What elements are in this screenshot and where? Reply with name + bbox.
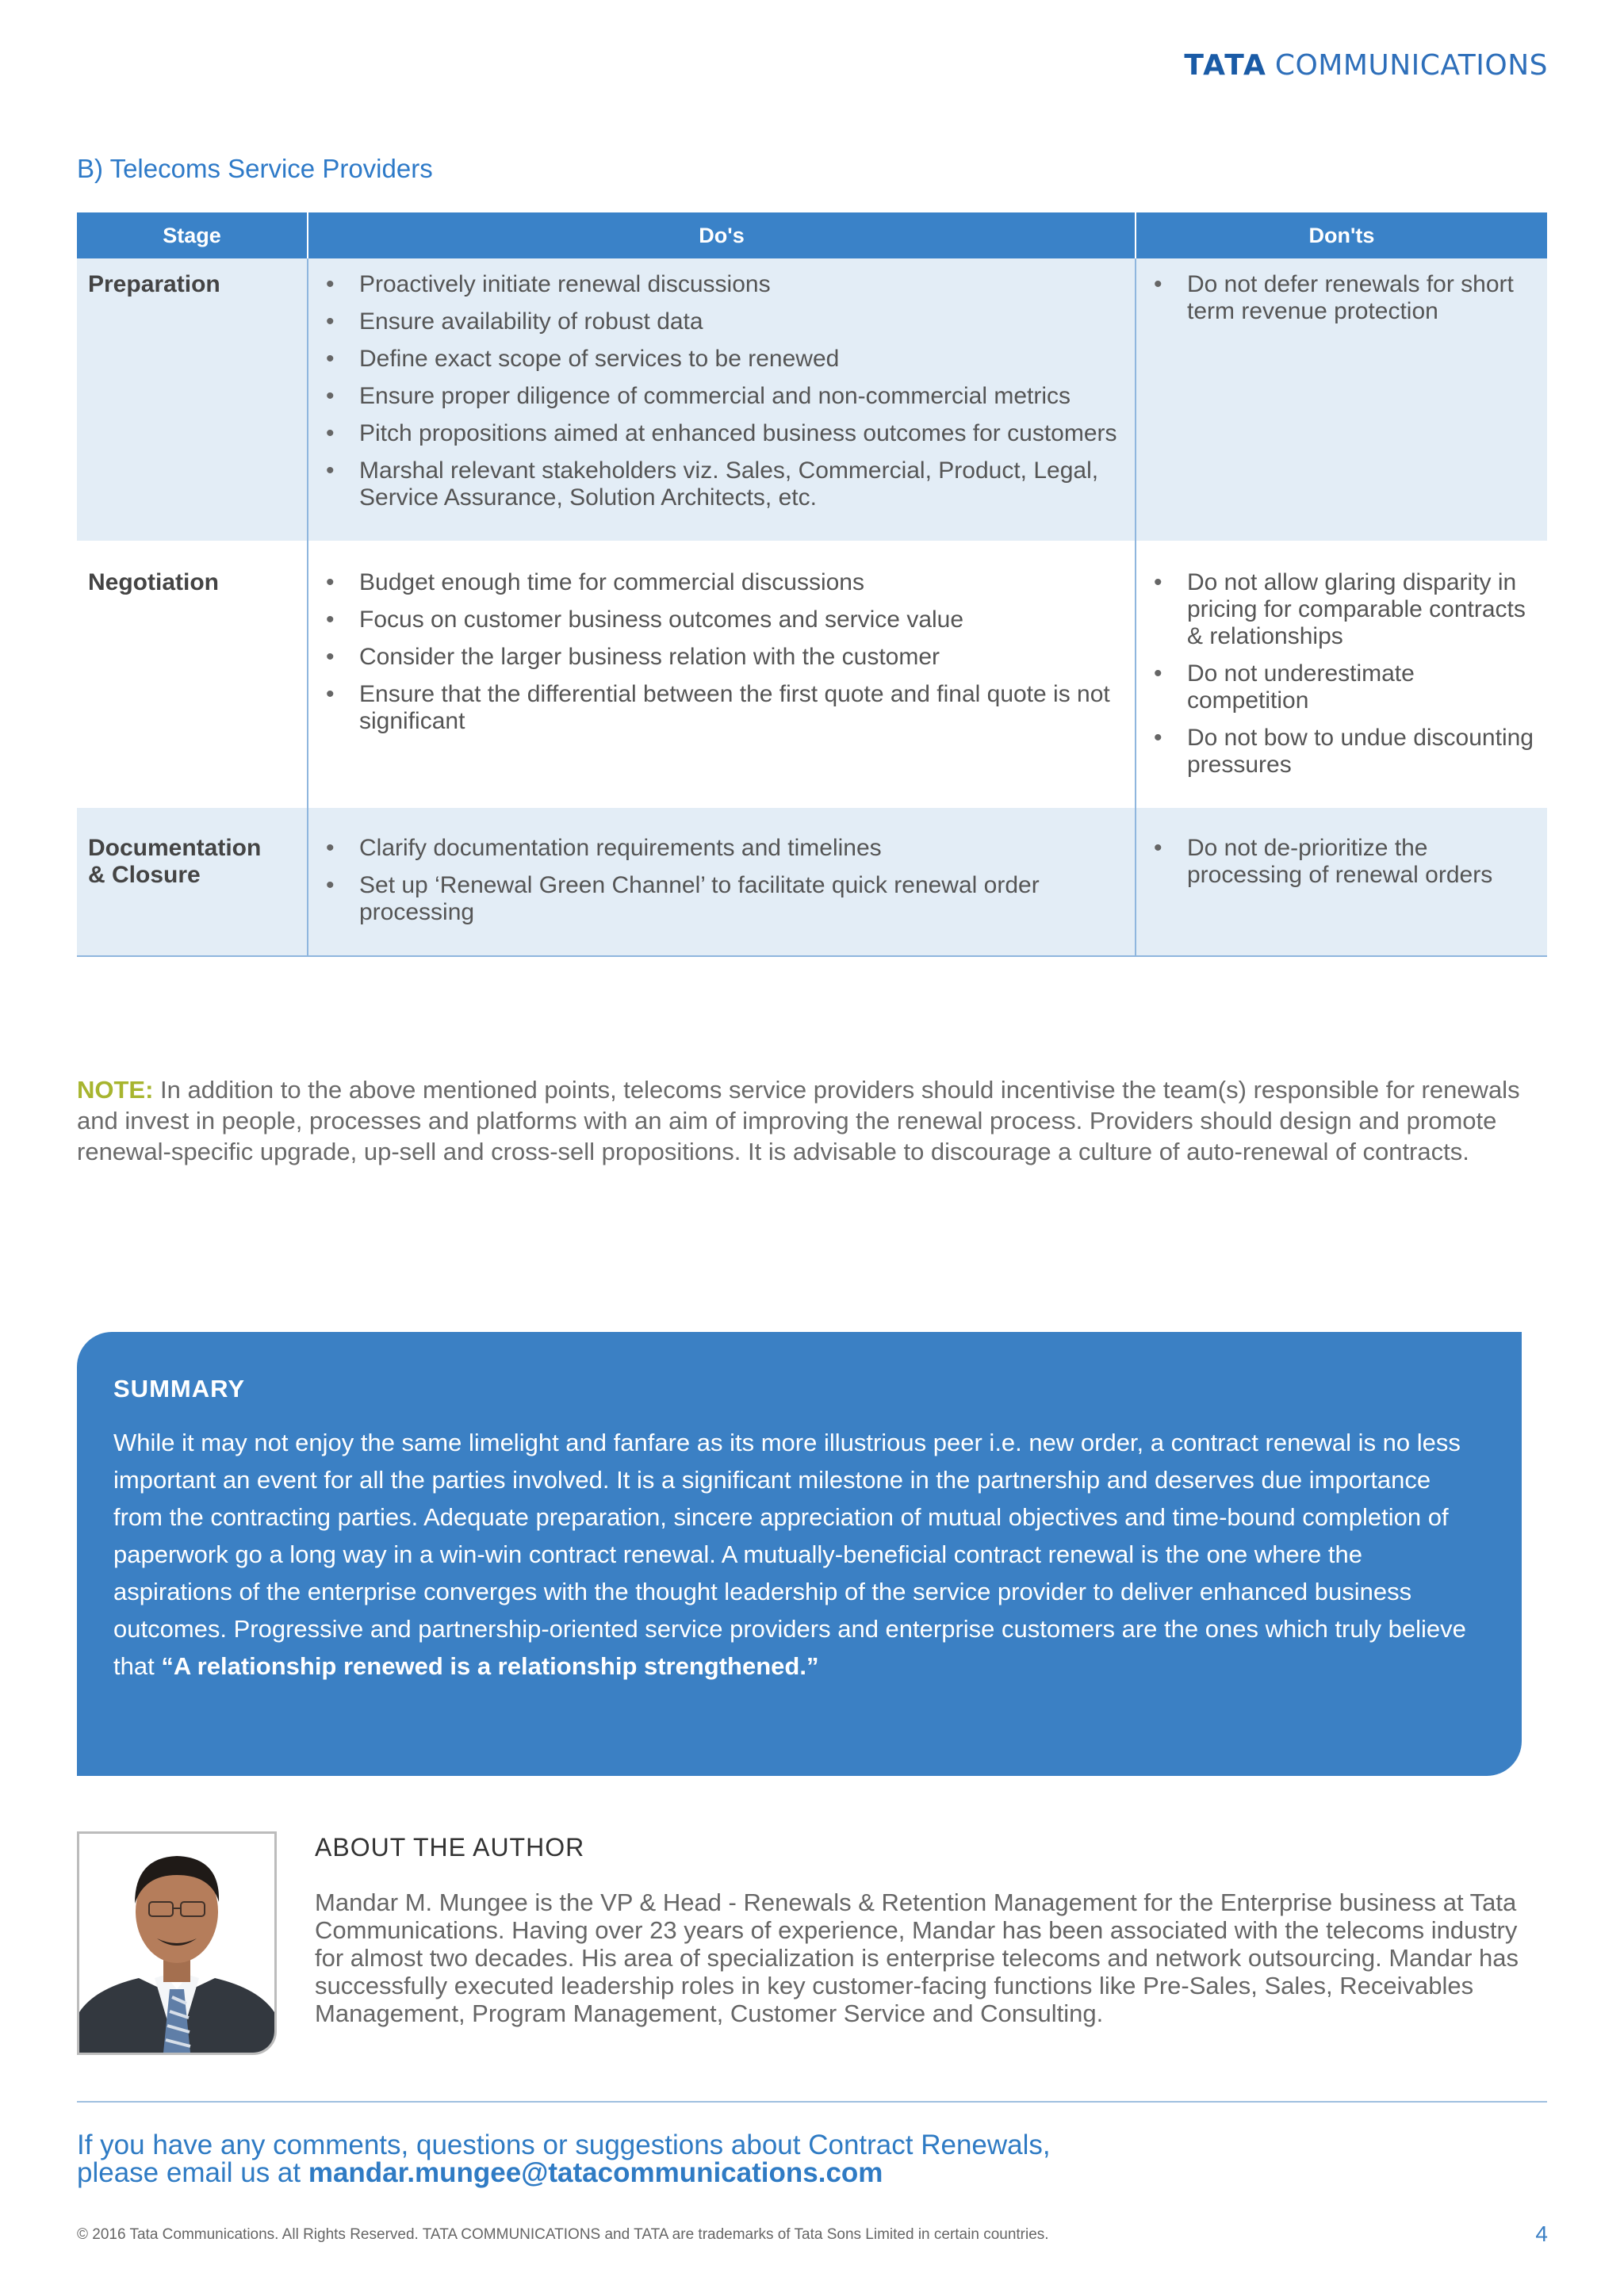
donts-cell [1136,258,1547,541]
section-title: B) Telecoms Service Providers [77,154,433,183]
list-item: • Do not defer renewals for short term revenue protection [1147,271,1536,325]
author-photo [77,1831,277,2055]
dos-donts-table [77,212,1547,957]
tata-communications-logo [1184,49,1548,82]
list-item: • Clarify documentation requirements and timelines [320,835,1124,862]
stage-cell [77,808,308,956]
stage-line: Documentation [88,835,262,861]
author-portrait-image [79,1834,274,2053]
dos-cell [308,808,1136,956]
list-item: • Pitch propositions aimed at enhanced business outcomes for customers [320,420,1124,447]
list-item: • Do not allow glaring disparity in pricing for comparable contracts & relationships [1147,569,1536,650]
logo-word-tata: TATA [1184,49,1267,82]
list-item: • Budget enough time for commercial discussions [320,569,1124,596]
summary-quote: “A relationship renewed is a relationship strengthened.” [161,1652,819,1680]
dos-cell [308,541,1136,808]
donts-cell [1136,541,1547,808]
list-item: • Consider the larger business relation with the customer [320,644,1124,671]
table-row-documentation [77,808,1547,956]
page-number: 4 [1535,2221,1548,2246]
list-item: • Focus on customer business outcomes and service value [320,607,1124,633]
list-item: • Set up ‘Renewal Green Channel’ to facilitate quick renewal order processing [320,872,1124,926]
summary-text: While it may not enjoy the same limelight and fanfare as its more illustrious peer i.e. new order, a contract renewal is no less important an event for all the parties involved. It is a significant milestone in the partnership and deserves due importance from the contracting parties. Adequate preparation, sincere appreciation of mutual objectives and time-bound completion of paperwork go a long way in a win-win contract renewal. A mutually-beneficial contract renewal is the one where the aspirations of the enterprise converges with the thought leadership of the service provider to deliver enhanced business outcomes. Progressive and partnership-oriented service providers and enterprise customers are the ones which truly believe that [113,1429,1466,1680]
list-item: • Ensure that the differential between the first quote and final quote is not significant [320,681,1124,735]
header-donts: Don'ts [1136,212,1547,258]
list-item: • Ensure proper diligence of commercial and non-commercial metrics [320,383,1124,410]
table-row-preparation [77,258,1547,541]
note-label: NOTE: [77,1076,154,1104]
table-row-negotiation [77,541,1547,808]
summary-box [77,1332,1522,1776]
table-header-row [77,212,1547,258]
author-heading: ABOUT THE AUTHOR [315,1833,585,1862]
list-item: • Do not underestimate competition [1147,660,1536,714]
list-item: • Proactively initiate renewal discussions [320,271,1124,298]
list-item: • Define exact scope of services to be renewed [320,346,1124,373]
stage-line: & Closure [88,862,201,888]
donts-cell [1136,808,1547,956]
stage-cell: Negotiation [77,541,308,808]
summary-body [113,1424,1485,1685]
contact-email-link[interactable]: mandar.mungee@tatacommunications.com [308,2157,883,2188]
list-item: • Ensure availability of robust data [320,308,1124,335]
footer-copyright: © 2016 Tata Communications. All Rights Reserved. TATA COMMUNICATIONS and TATA are trademarks of Tata Sons Limited in certain countries. [77,2226,1049,2243]
dos-cell [308,258,1136,541]
note-text: In addition to the above mentioned points, telecoms service providers should incentivise the team(s) responsible for renewals and invest in people, processes and platforms with an aim of improving the renewal process. Providers should design and promote renewal-specific upgrade, up-sell and cross-sell propositions. It is advisable to discourage a culture of auto-renewal of contracts. [77,1076,1520,1165]
note-paragraph [77,1074,1552,1167]
stage-cell: Preparation [77,258,308,541]
list-item: • Do not bow to undue discounting pressures [1147,725,1536,779]
author-bio: Mandar M. Mungee is the VP & Head - Renewals & Retention Management for the Enterprise business at Tata Communications. Having over 23 years of experience, Mandar has been associated with the telecoms industry for almost two decades. His area of specialization is enterprise telecoms and network outsourcing. Mandar has successfully executed leadership roles in key customer-facing functions like Pre-Sales, Sales, Receivables Management, Program Management, Customer Service and Consulting. [315,1888,1519,2027]
summary-heading: SUMMARY [113,1375,246,1402]
contact-paragraph [77,2131,1536,2187]
contact-line2-prefix: please email us at [77,2157,308,2188]
list-item: • Marshal relevant stakeholders viz. Sales, Commercial, Product, Legal, Service Assurance, Solution Architects, etc. [320,457,1124,511]
logo-word-communications: COMMUNICATIONS [1274,49,1548,82]
contact-line1: If you have any comments, questions or suggestions about Contract Renewals, [77,2130,1051,2160]
header-dos: Do's [308,212,1136,258]
header-stage: Stage [77,212,308,258]
list-item: • Do not de-prioritize the processing of renewal orders [1147,835,1536,889]
divider [77,2101,1547,2103]
